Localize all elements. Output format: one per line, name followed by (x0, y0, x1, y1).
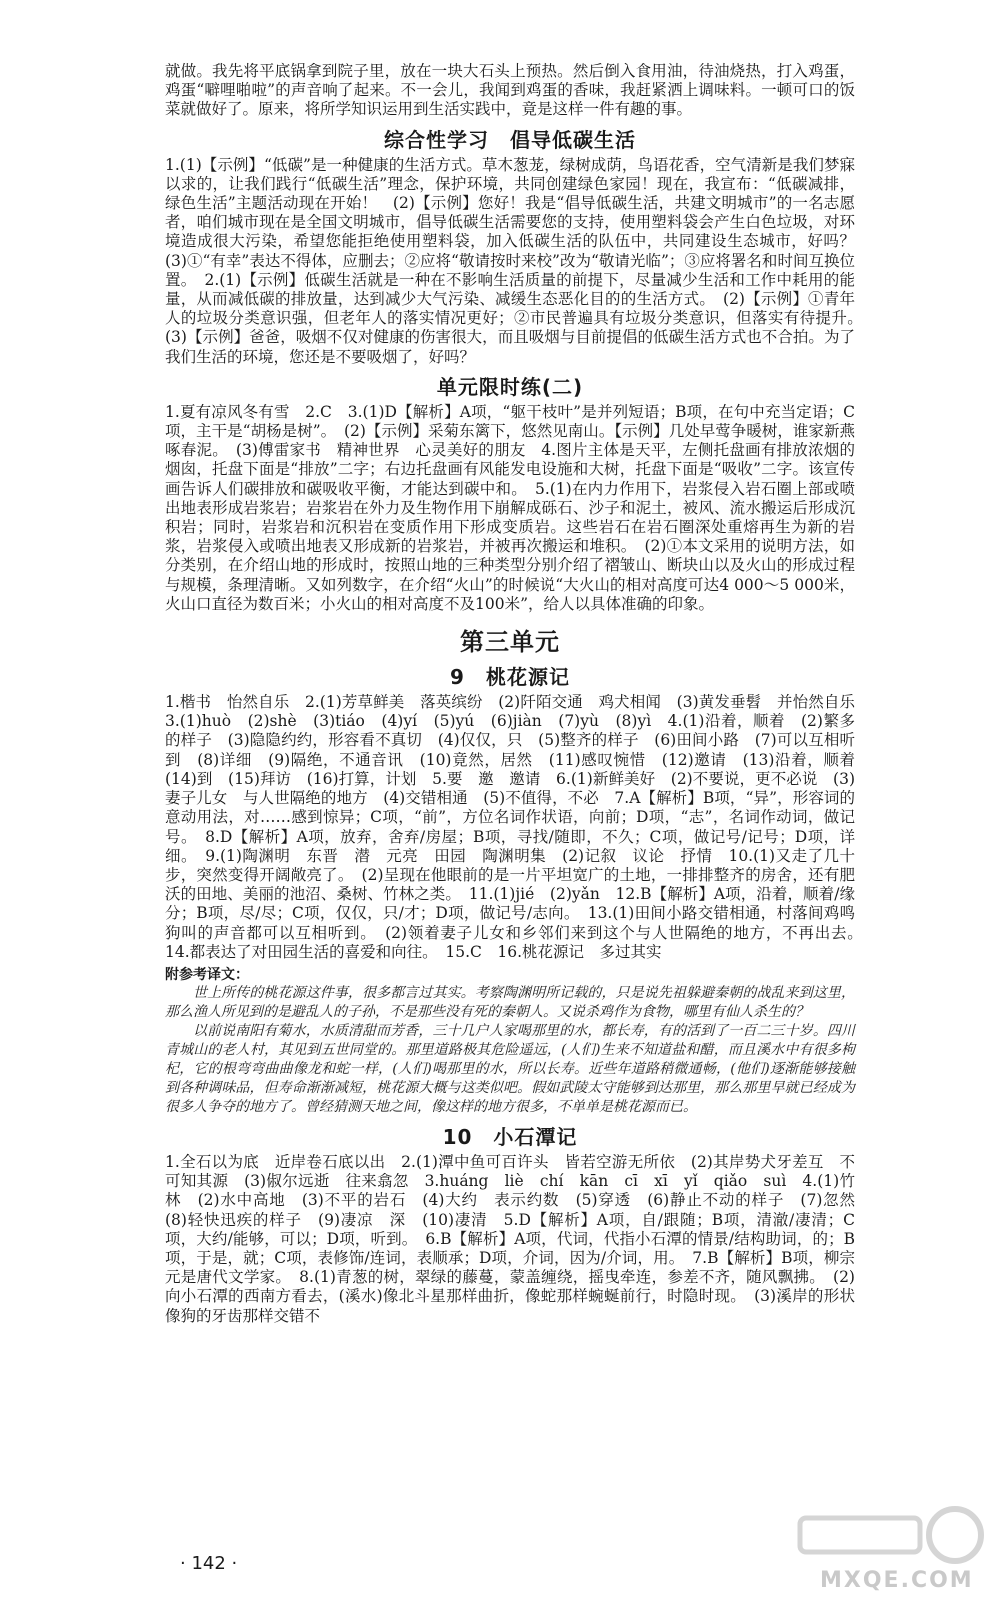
intro-paragraph: 就做。我先将平底锅拿到院子里，放在一块大石头上预热。然后倒入食用油，待油烧热，打入鸡蛋，鸡蛋“噼哩啪啦”的声音响了起来。不一会儿，我闻到鸡蛋的香味，我赶紧洒上调味料。一顿可口的饭菜就做好了。原来，将所学知识运用到生活实践中，竟是这样一件有趣的事。 (165, 62, 855, 119)
section-title-low-carbon: 综合性学习 倡导低碳生活 (384, 127, 636, 152)
answer-page (165, 62, 871, 1326)
unit-three-title: 第三单元 (460, 628, 560, 657)
lesson-10-title: 10 小石潭记 (442, 1124, 578, 1149)
low-carbon-answers: 1.(1)【示例】“低碳”是一种健康的生活方式。草木葱茏，绿树成荫，鸟语花香，空气清新是我们梦寐以求的，让我们践行“低碳生活”理念，保护环境，共同创建绿色家园！现在，我宣布：“低碳减排，绿色生活”主题活动现在开始！ (2)【示例】您好！我是“倡导低碳生活，共建文明城市”的一名志愿者，咱们城市现在是全国文明城市，倡导低碳生活需要您的支持，使用塑料袋会产生白色垃圾，对环境造成很大污染，希望您能拒绝使用塑料袋，加入低碳生活的队伍中，共同建设生态城市，好吗？(3)①“有幸”表达不得体，应删去；②应将“敬请按时来校”改为“敬请光临”；③应将署名和时间互换位置。 2.(1)【示例】低碳生活就是一种在不影响生活质量的前提下，尽量减少生活和工作中耗用的能量，从而减低碳的排放量，达到减少大气污染、减缓生态恶化目的的生活方式。 (2)【示例】①青年人的垃圾分类意识强，但老年人的落实情况更好；②市民普遍具有垃圾分类意识，但落实有待提升。 (3)【示例】爸爸，吸烟不仅对健康的伤害很大，而且吸烟与目前提倡的低碳生活方式也不合拍。为了我们生活的环境，您还是不要吸烟了，好吗？ (165, 155, 871, 366)
lesson-9-title: 9 桃花源记 (450, 665, 570, 690)
watermark-text: MXQE.COM (820, 1568, 974, 1593)
lesson-9-answers: 1.楷书 怡然自乐 2.(1)芳草鲜美 落英缤纷 (2)阡陌交通 鸡犬相闻 (3)黄发垂髫 并怡然自乐 3.(1)huò (2)shè (3)tiáo (4)yí (5)yú (6)jiàn (7)yù (8)yì 4.(1)沿着，顺着 (2)繁多的样子 (3)隐隐约约，形容看不真切 (4)仅仅，只 (5)整齐的样子 (6)田间小路 (7)可以互相听到 (8)详细 (9)隔绝，不通音讯 (10)竟然，居然 (11)感叹惋惜 (12)邀请 (13)沿着，顺着 (14)到 (15)拜访 (16)打算，计划 5.要 邀 邀请 6.(1)新鲜美好 (2)不要说，更不必说 (3)妻子儿女 与人世隔绝的地方 (4)交错相通 (5)不值得，不必 7.A【解析】B项，“异”，形容词的意动用法，对……感到惊异；C项，“前”，方位名词作状语，向前；D项，“志”，名词作动词，做记号。 8.D【解析】A项，放弃，舍弃/房屋；B项，寻找/随即，不久；C项，做记号/记号；D项，详细。 9.(1)陶渊明 东晋 潜 元亮 田园 陶渊明集 (2)记叙 议论 抒情 10.(1)又走了几十步，突然变得开阔敞亮了。 (2)呈现在他眼前的是一片平坦宽广的土地，一排排整齐的房舍，还有肥沃的田地、美丽的池沼、桑树、竹林之类。 11.(1)jié (2)yǎn 12.B【解析】A项，沿着，顺着/缘分；B项，尽/尽；C项，仅仅，只/才；D项，做记号/志向。 13.(1)田间小路交错相通，村落间鸡鸣狗叫的声音都可以互相听到。 (2)领着妻子儿女和乡邻们来到这个与人世隔绝的地方，不再出去。 14.都表达了对田园生活的喜爱和向往。 15.C 16.桃花源记 多过其实 (165, 693, 871, 961)
reference-translation-1: 世上所传的桃花源这件事，很多都言过其实。考察陶渊明所记载的，只是说先祖躲避秦朝的战乱来到这里，那么渔人所见到的是避乱人的子孙，不是那些没有死的秦朝人。又说杀鸡作为食物，哪里有仙人杀生的？ (165, 984, 855, 1020)
reference-translation-2: 以前说南阳有菊水，水质清甜而芳香，三十几户人家喝那里的水，都长寿，有的活到了一百二三十岁。四川青城山的老人村，其见到五世同堂的。那里道路极其危险遥远，(人们)生来不知道盐和醋，而且溪水中有很多枸杞，它的根弯弯曲曲像龙和蛇一样，(人们)喝那里的水，所以长寿。近些年道路稍微通畅，(他们)逐渐能够接触到各种调味品，但寿命渐渐减短，桃花源大概与这类似吧。假如武陵太守能够到达那里，那么那里早就已经成为很多人争夺的地方了。曾经猜测天地之间，像这样的地方很多，不单单是桃花源而已。 (165, 1022, 855, 1115)
section-title-unit-test: 单元限时练(二) (436, 374, 584, 399)
lesson-10-answers: 1.全石以为底 近岸卷石底以出 2.(1)潭中鱼可百许头 皆若空游无所依 (2)其岸势犬牙差互 不可知其源 (3)俶尔远逝 往来翕忽 3.huáng liè chí kān cī xī yǐ qiǎo suì 4.(1)竹林 (2)水中高地 (3)不平的岩石 (4)大约 表示约数 (5)穿透 (6)静止不动的样子 (7)忽然 (8)轻快迅疾的样子 (9)凄凉 深 (10)凄清 5.D【解析】A项，自/跟随；B项，清澈/凄清；C项，大约/能够，可以；D项，听到。 6.B【解析】A项，代词，代指小石潭的情景/结构助词，的；B项，于是，就；C项，表修饰/连词，表顺承；D项，介词，因为/介词，用。 7.B【解析】B项，柳宗元是唐代文学家。 8.(1)青葱的树，翠绿的藤蔓，蒙盖缠绕，摇曳牵连，参差不齐，随风飘拂。 (2)向小石潭的西南方看去，(溪水)像北斗星那样曲折，像蛇那样蜿蜒前行，时隐时现。 (3)溪岸的形状像狗的牙齿那样交错不 (165, 1152, 871, 1325)
unit-test-answers: 1.夏有凉风冬有雪 2.C 3.(1)D【解析】A项，“躯干枝叶”是并列短语；B项，在句中充当定语；C项，主干是“胡杨是树”。 (2)【示例】采菊东篱下，悠然见南山。【示例】几处早莺争暖树，谁家新燕啄春泥。 (3)傅雷家书 精神世界 心灵美好的朋友 4.图片主体是天平，左侧托盘画有排放浓烟的烟囱，托盘下面是“排放”二字；右边托盘画有风能发电设施和大树，托盘下面是“吸收”二字。该宣传画告诉人们碳排放和碳吸收平衡，才能达到碳中和。 5.(1)在内力作用下，岩浆侵入岩石圈上部或喷出地表形成岩浆岩；岩浆岩在外力及生物作用下崩解成砾石、沙子和泥土，被风、流水搬运后形成沉积岩；同时，岩浆岩和沉积岩在变质作用下形成变质岩。这些岩石在岩石圈深处重熔再生为新的岩浆，岩浆侵入或喷出地表又形成新的岩浆岩，并被再次搬运和堆积。 (2)①本文采用的说明方法，如分类别，在介绍山地的形成时，按照山地的三种类型分别介绍了褶皱山、断块山以及火山的形成过程与规模，条理清晰。又如列数字，在介绍“火山”的时候说“大火山的相对高度可达4 000～5 000米，火山口直径为数百米；小火山的相对高度不及100米”，给人以具体准确的印象。 (165, 402, 855, 613)
page-number: · 142 · (180, 1553, 238, 1574)
reference-translation-heading: 附参考译文： (165, 966, 249, 983)
